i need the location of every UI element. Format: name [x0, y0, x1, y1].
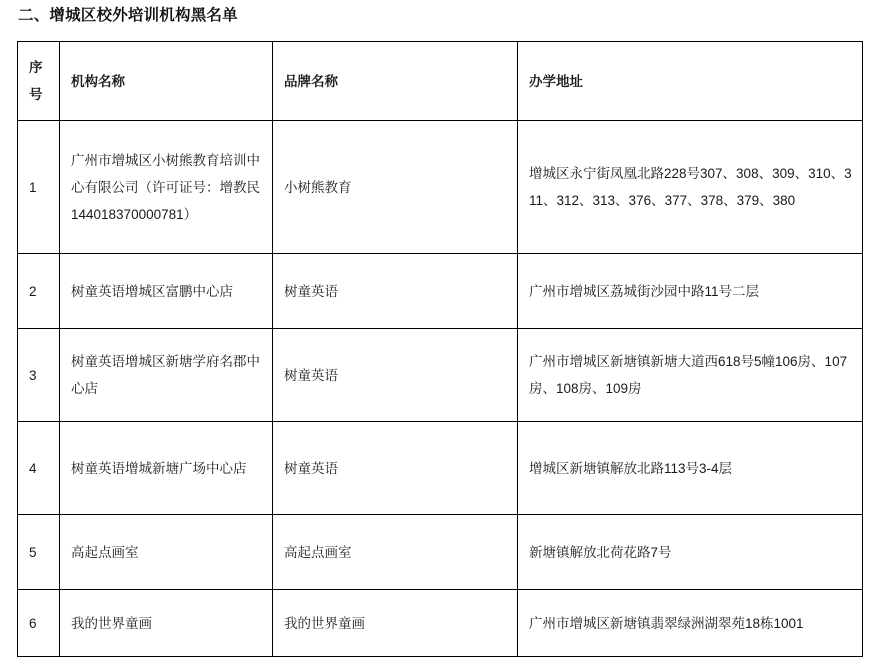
column-header-organization: 机构名称	[60, 42, 273, 121]
cell-index: 1	[18, 121, 60, 254]
cell-index: 4	[18, 422, 60, 515]
cell-index: 2	[18, 254, 60, 329]
cell-brand: 小树熊教育	[273, 121, 518, 254]
column-header-address: 办学地址	[518, 42, 863, 121]
table-row	[18, 590, 863, 657]
cell-organization: 广州市增城区小树熊教育培训中心有限公司（许可证号：增教民144018370000781）	[60, 121, 273, 254]
blacklist-table	[17, 41, 863, 657]
table-row	[18, 515, 863, 590]
table-row	[18, 121, 863, 254]
table-row	[18, 254, 863, 329]
cell-brand: 高起点画室	[273, 515, 518, 590]
cell-address: 增城区新塘镇解放北路113号3-4层	[518, 422, 863, 515]
cell-address: 广州市增城区新塘镇新塘大道西618号5幢106房、107房、108房、109房	[518, 329, 863, 422]
cell-organization: 我的世界童画	[60, 590, 273, 657]
cell-organization: 树童英语增城区新塘学府名郡中心店	[60, 329, 273, 422]
cell-organization: 高起点画室	[60, 515, 273, 590]
cell-organization: 树童英语增城新塘广场中心店	[60, 422, 273, 515]
cell-index: 6	[18, 590, 60, 657]
table-row	[18, 329, 863, 422]
cell-organization: 树童英语增城区富鹏中心店	[60, 254, 273, 329]
cell-brand: 树童英语	[273, 422, 518, 515]
cell-brand: 树童英语	[273, 254, 518, 329]
cell-index: 3	[18, 329, 60, 422]
cell-brand: 我的世界童画	[273, 590, 518, 657]
column-header-brand: 品牌名称	[273, 42, 518, 121]
page-title: 二、增城区校外培训机构黑名单	[18, 7, 238, 24]
table-row	[18, 422, 863, 515]
blacklist-table-container	[17, 41, 862, 657]
cell-index: 5	[18, 515, 60, 590]
cell-brand: 树童英语	[273, 329, 518, 422]
cell-address: 增城区永宁街凤凰北路228号307、308、309、310、311、312、313、376、377、378、379、380	[518, 121, 863, 254]
cell-address: 广州市增城区荔城街沙园中路11号二层	[518, 254, 863, 329]
cell-address: 广州市增城区新塘镇翡翠绿洲湖翠苑18栋1001	[518, 590, 863, 657]
column-header-index: 序号	[18, 42, 60, 121]
table-header-row	[18, 42, 863, 121]
cell-address: 新塘镇解放北荷花路7号	[518, 515, 863, 590]
